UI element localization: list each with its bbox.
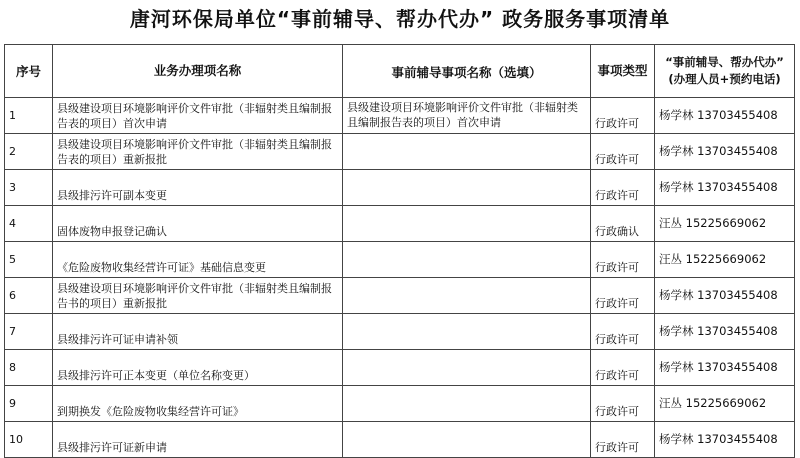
cell-name: 县级排污许可证新申请 [53,422,343,458]
cell-no: 7 [5,314,53,350]
cell-name: 县级排污许可副本变更 [53,170,343,206]
table-row [5,422,795,458]
header-pre: 事前辅导事项名称（选填） [343,45,591,98]
cell-name: 到期换发《危险废物收集经营许可证》 [53,386,343,422]
cell-type: 行政许可 [591,170,655,206]
cell-pre: 县级建设项目环境影响评价文件审批（非辐射类且编制报告表的项目）首次申请 [343,98,591,134]
cell-pre [343,170,591,206]
cell-contact: 杨学林 13703455408 [655,314,795,350]
header-no: 序号 [5,45,53,98]
cell-no: 6 [5,278,53,314]
cell-type: 行政许可 [591,242,655,278]
table-row [5,314,795,350]
cell-type: 行政许可 [591,98,655,134]
cell-no: 10 [5,422,53,458]
cell-name: 《危险废物收集经营许可证》基础信息变更 [53,242,343,278]
table-row [5,386,795,422]
cell-pre [343,242,591,278]
cell-type: 行政许可 [591,422,655,458]
table-row [5,206,795,242]
table-row [5,350,795,386]
cell-contact: 杨学林 13703455408 [655,170,795,206]
cell-contact: 汪丛 15225669062 [655,242,795,278]
cell-pre [343,350,591,386]
page-title: 唐河环保局单位“事前辅导、帮办代办” 政务服务事项清单 [129,7,671,31]
cell-no: 4 [5,206,53,242]
cell-type: 行政许可 [591,314,655,350]
cell-type: 行政确认 [591,206,655,242]
cell-contact: 汪丛 15225669062 [655,386,795,422]
cell-type: 行政许可 [591,278,655,314]
cell-contact: 杨学林 13703455408 [655,98,795,134]
header-name: 业务办理项名称 [53,45,343,98]
header-contact-line2: (办理人员+预约电话) [668,72,781,86]
cell-pre [343,422,591,458]
cell-contact: 杨学林 13703455408 [655,134,795,170]
cell-type: 行政许可 [591,386,655,422]
cell-contact: 杨学林 13703455408 [655,350,795,386]
cell-name: 县级建设项目环境影响评价文件审批（非辐射类且编制报告书的项目）重新报批 [53,278,343,314]
service-items-table [4,44,795,458]
cell-pre [343,278,591,314]
cell-no: 9 [5,386,53,422]
table-header-row [5,45,795,98]
cell-contact: 汪丛 15225669062 [655,206,795,242]
cell-pre [343,134,591,170]
cell-name: 县级建设项目环境影响评价文件审批（非辐射类且编制报告表的项目）首次申请 [53,98,343,134]
cell-no: 2 [5,134,53,170]
cell-type: 行政许可 [591,350,655,386]
cell-no: 5 [5,242,53,278]
table-row [5,98,795,134]
table-row [5,134,795,170]
cell-no: 1 [5,98,53,134]
header-type: 事项类型 [591,45,655,98]
cell-no: 3 [5,170,53,206]
cell-name: 县级排污许可证申请补领 [53,314,343,350]
table-row [5,278,795,314]
header-contact-line1: “事前辅导、帮办代办” [665,55,784,69]
cell-contact: 杨学林 13703455408 [655,422,795,458]
cell-name: 县级建设项目环境影响评价文件审批（非辐射类且编制报告表的项目）重新报批 [53,134,343,170]
cell-type: 行政许可 [591,134,655,170]
cell-no: 8 [5,350,53,386]
cell-pre [343,386,591,422]
header-contact [655,45,795,98]
cell-name: 县级排污许可正本变更（单位名称变更） [53,350,343,386]
table-row [5,170,795,206]
cell-name: 固体废物申报登记确认 [53,206,343,242]
table-row [5,242,795,278]
cell-contact: 杨学林 13703455408 [655,278,795,314]
cell-pre [343,206,591,242]
cell-pre [343,314,591,350]
